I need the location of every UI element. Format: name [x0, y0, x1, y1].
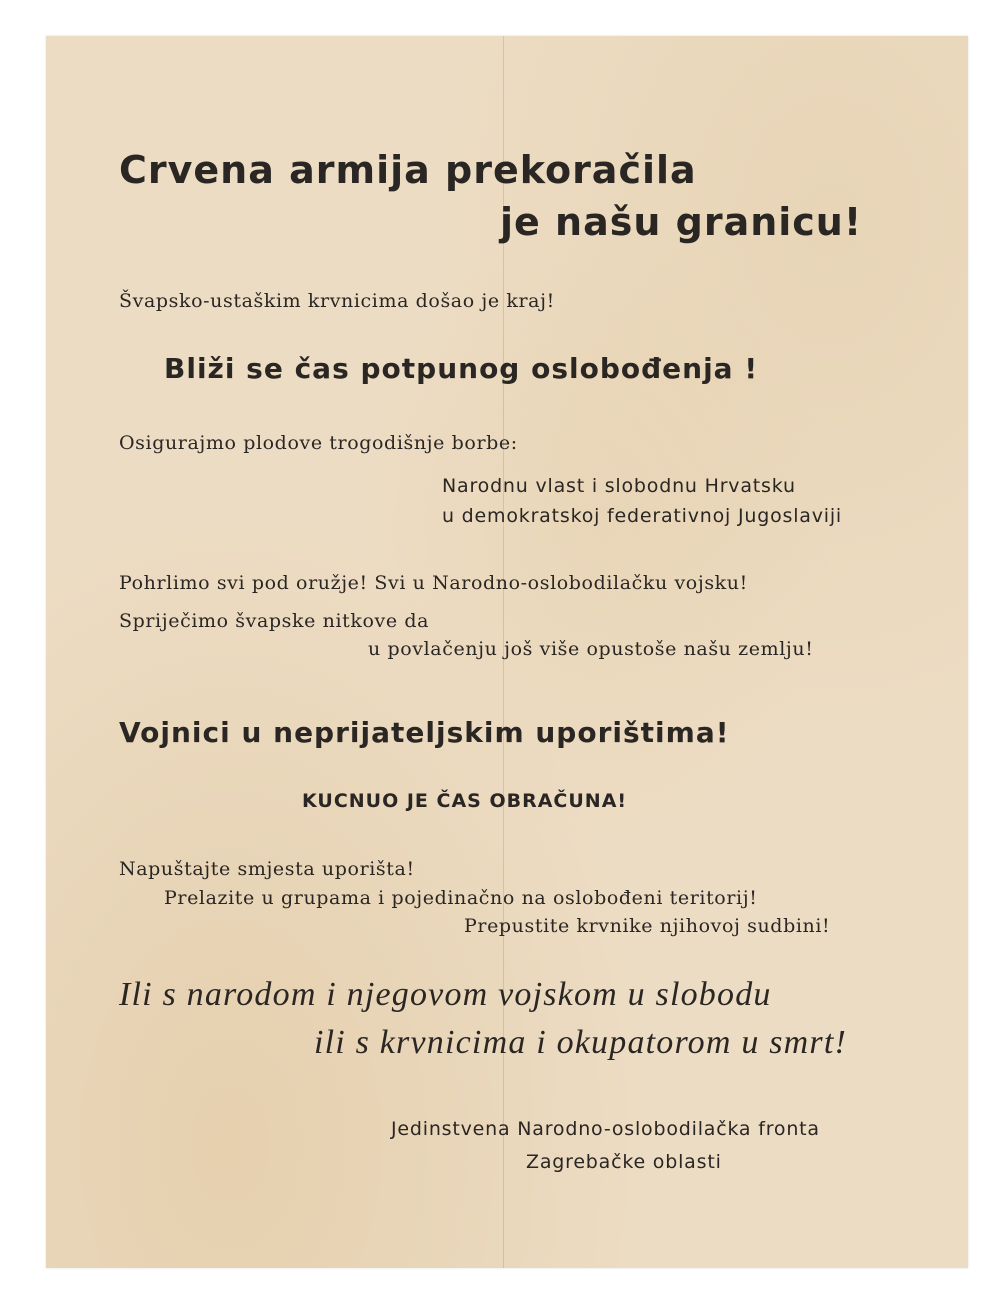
instruction-line-1: Napuštajte smjesta uporišta! [119, 858, 415, 880]
instruction-line-2: Prelazite u grupama i pojedinačno na oslobođeni teritorij! [164, 887, 758, 909]
reckoning-line: KUCNUO JE ČAS OBRAČUNA! [302, 790, 628, 812]
motto-line-1: Ili s narodom i njegovom vojskom u slobodu [119, 976, 772, 1013]
motto-line-2: ili s krvnicima i okupatorom u smrt! [314, 1024, 848, 1061]
headline-line-1: Crvena armija prekoračila [119, 148, 697, 192]
end-line: Švapsko-ustaškim krvnicima došao je kraj! [119, 290, 555, 312]
soldiers-heading: Vojnici u neprijateljskim uporištima! [119, 716, 730, 749]
leaflet-paper [46, 36, 968, 1268]
near-liberation-heading: Bliži se čas potpunog oslobođenja ! [164, 352, 759, 385]
signature-line-2: Zagrebačke oblasti [526, 1151, 722, 1173]
instruction-line-3: Prepustite krvnike njihovoj sudbini! [464, 915, 831, 937]
secure-goal-line-1: Narodnu vlast i slobodnu Hrvatsku [442, 475, 796, 497]
call-to-arms-line-1: Pohrlimo svi pod oružje! Svi u Narodno-oslobodilačku vojsku! [119, 572, 748, 594]
headline-line-2: je našu granicu! [500, 200, 863, 244]
call-to-arms-line-3: u povlačenju još više opustoše našu zemlju! [368, 638, 814, 660]
secure-goal-line-2: u demokratskoj federativnoj Jugoslaviji [442, 505, 843, 527]
call-to-arms-line-2: Spriječimo švapske nitkove da [119, 610, 430, 632]
secure-intro: Osigurajmo plodove trogodišnje borbe: [119, 432, 518, 454]
signature-line-1: Jedinstvena Narodno-oslobodilačka fronta [391, 1118, 820, 1140]
